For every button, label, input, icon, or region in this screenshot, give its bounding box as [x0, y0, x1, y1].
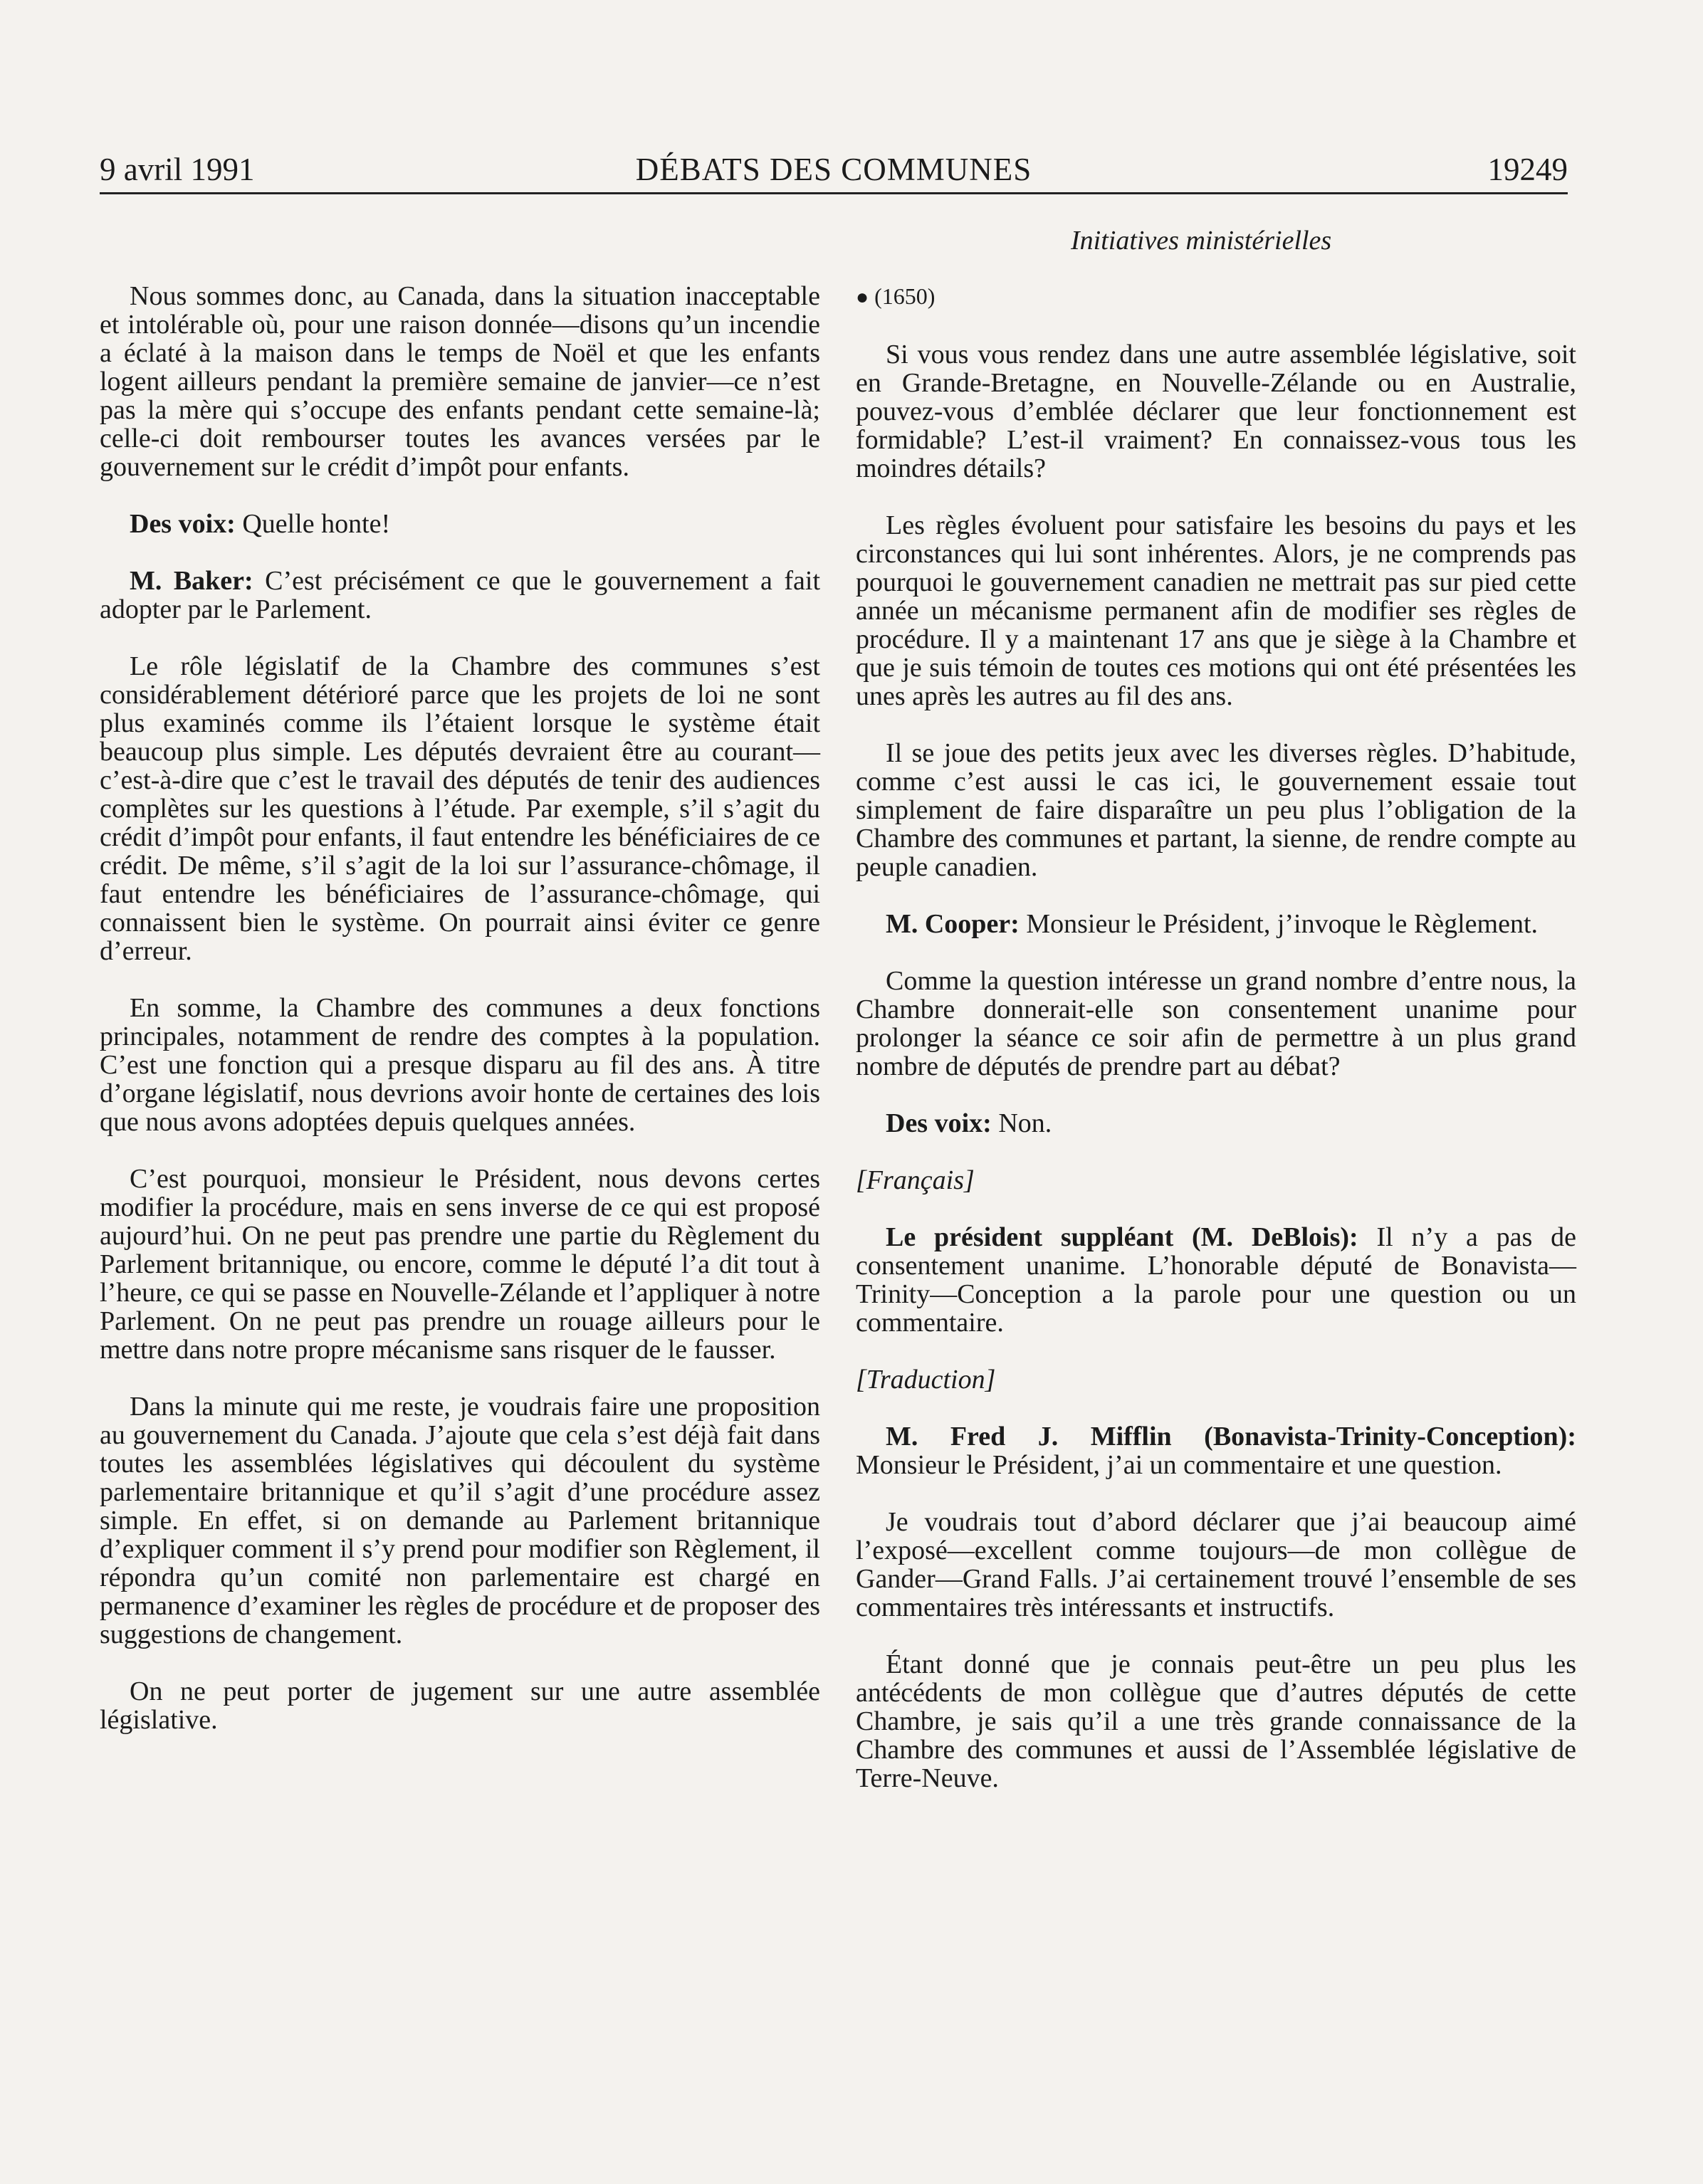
paragraph — [100, 567, 820, 624]
language-marker: [Français] — [856, 1165, 975, 1195]
paragraph: Comme la question intéresse un grand nombre d’entre nous, la Chambre donnerait-elle son consentement unanime pour prolonger la séance ce soir afin de permettre à un plus grand nombre de députés de prendre part au débat? — [856, 966, 1576, 1081]
speech-text: Quelle honte! — [235, 509, 391, 539]
paragraph: C’est pourquoi, monsieur le Président, nous devons certes modifier la procédure, mais en sens inverse de ce qui est proposé aujourd’hui. On ne peut pas prendre une partie du Règlement du Parlement britannique, ou encore, comme le député l’a dit tout à l’heure, ce qui se passe en Nouvelle-Zélande et l’appliquer à notre Parlement. On ne peut pas prendre un rouage ailleurs pour le mettre dans notre propre mécanisme sans risquer de le fausser. — [100, 1164, 820, 1365]
paragraph — [856, 1223, 1576, 1337]
right-column — [856, 282, 1576, 1821]
speaker-name: M. Baker: — [130, 566, 253, 596]
speaker-name: Des voix: — [886, 1108, 992, 1138]
speech-text: Monsieur le Président, j’invoque le Règlement. — [1019, 909, 1539, 939]
section-title: Initiatives ministérielles — [1071, 226, 1332, 256]
bullet-icon: ● — [856, 285, 869, 309]
timestamp-text: (1650) — [874, 283, 936, 309]
paragraph — [856, 910, 1576, 938]
paragraph: Nous sommes donc, au Canada, dans la situation inacceptable et intolérable où, pour une raison donnée—disons qu’un incendie a éclaté à la maison dans le temps de Noël et que les enfants logent ailleurs pendant la première semaine de janvier—ce n’est pas la mère qui s’occupe des enfants pendant cette semaine-là; celle-ci doit rembourser toutes les avances versées par le gouvernement sur le crédit d’impôt pour enfants. — [100, 281, 820, 482]
header-title: DÉBATS DES COMMUNES — [635, 152, 1032, 187]
paragraph: Je voudrais tout d’abord déclarer que j’ai beaucoup aimé l’exposé—excellent comme toujours—de mon collègue de Gander—Grand Falls. J’ai certainement trouvé l’ensemble de ses commentaires très intéressants et instructifs. — [856, 1507, 1576, 1622]
speech-text: Il n’y a pas de consentement unanime. L’honorable député de Bonavista—Trinity—Conception a la parole pour une question ou un commentaire. — [856, 1222, 1576, 1338]
paragraph: Étant donné que je connais peut-être un peu plus les antécédents de mon collègue que d’autres députés de cette Chambre, je sais qu’il a une très grande connaissance de la Chambre des communes et aussi de l’Assemblée législative de Terre-Neuve. — [856, 1649, 1576, 1793]
left-column — [100, 282, 820, 1763]
speaker-name: Le président suppléant (M. DeBlois): — [886, 1222, 1358, 1252]
paragraph: Les règles évoluent pour satisfaire les besoins du pays et les circonstances qui lui sont inhérentes. Alors, je ne comprends pas pourquoi le gouvernement canadien ne mettrait pas sur pied cette année un mécanisme permanent afin de modifier ses règles de procédure. Il y a maintenant 17 ans que je siège à la Chambre et que je suis témoin de toutes ces motions qui ont été présentées les unes après les autres au fil des ans. — [856, 510, 1576, 711]
speaker-name: M. Fred J. Mifflin (Bonavista-Trinity-Conception): — [886, 1422, 1576, 1451]
speech-text: Monsieur le Président, j’ai un commentaire et une question. — [856, 1450, 1502, 1480]
language-marker: [Traduction] — [856, 1365, 996, 1395]
paragraph — [856, 1422, 1576, 1479]
paragraph: Il se joue des petits jeux avec les diverses règles. D’habitude, comme c’est aussi le cas ici, le gouvernement essaie tout simplement de faire disparaître un peu plus l’obligation de la Chambre des communes et partant, la sienne, de rendre compte au peuple canadien. — [856, 738, 1576, 882]
paragraph — [100, 510, 820, 538]
paragraph: Le rôle législatif de la Chambre des communes s’est considérablement détérioré parce que les projets de loi ne sont plus examinés comme ils l’étaient lorsque le système était beaucoup plus simple. Les députés devraient être au courant—c’est-à-dire que c’est le travail des députés de tenir des audiences complètes sur les questions à l’étude. Par exemple, s’il s’agit du crédit d’impôt pour enfants, il faut entendre les bénéficiaires de ce crédit. De même, s’il s’agit de la loi sur l’assurance-chômage, il faut entendre les bénéficiaires de l’assurance-chômage, qui connaissent bien le système. On pourrait ainsi éviter ce genre d’erreur. — [100, 651, 820, 966]
timestamp — [856, 282, 1576, 312]
speech-text: Non. — [991, 1108, 1052, 1138]
page-header — [100, 148, 1568, 191]
speech-text: C’est précisément ce que le gouvernement a fait adopter par le Parlement. — [100, 566, 820, 624]
header-page-number: 19249 — [1487, 152, 1568, 187]
speaker-name: M. Cooper: — [886, 909, 1020, 939]
paragraph: Si vous vous rendez dans une autre assemblée législative, soit en Grande-Bretagne, en Nouvelle-Zélande ou en Australie, pouvez-vous d’emblée déclarer que leur fonctionnement est formidable? L’est-il vraiment? En connaissez-vous tous les moindres détails? — [856, 340, 1576, 483]
paragraph — [856, 1109, 1576, 1138]
header-date: 9 avril 1991 — [100, 152, 255, 187]
paragraph: Dans la minute qui me reste, je voudrais faire une proposition au gouvernement du Canada. J’ajoute que cela s’est déjà fait dans toutes les assemblées législatives qui découlent du système parlementaire britannique et qu’il s’agit d’une procédure assez simple. En effet, si on demande au Parlement britannique d’expliquer comment il s’y prend pour modifier son Règlement, il répondra qu’un comité non parlementaire est chargé en permanence d’examiner les règles de procédure et de proposer des suggestions de changement. — [100, 1392, 820, 1649]
header-divider — [100, 192, 1568, 194]
speaker-name: Des voix: — [130, 509, 236, 539]
paragraph: En somme, la Chambre des communes a deux fonctions principales, notamment de rendre des comptes à la population. C’est une fonction qui a presque disparu au fil des ans. À titre d’organe législatif, nous devrions avoir honte de certaines des lois que nous avons adoptées depuis quelques années. — [100, 993, 820, 1137]
paragraph: On ne peut porter de jugement sur une autre assemblée législative. — [100, 1676, 820, 1735]
